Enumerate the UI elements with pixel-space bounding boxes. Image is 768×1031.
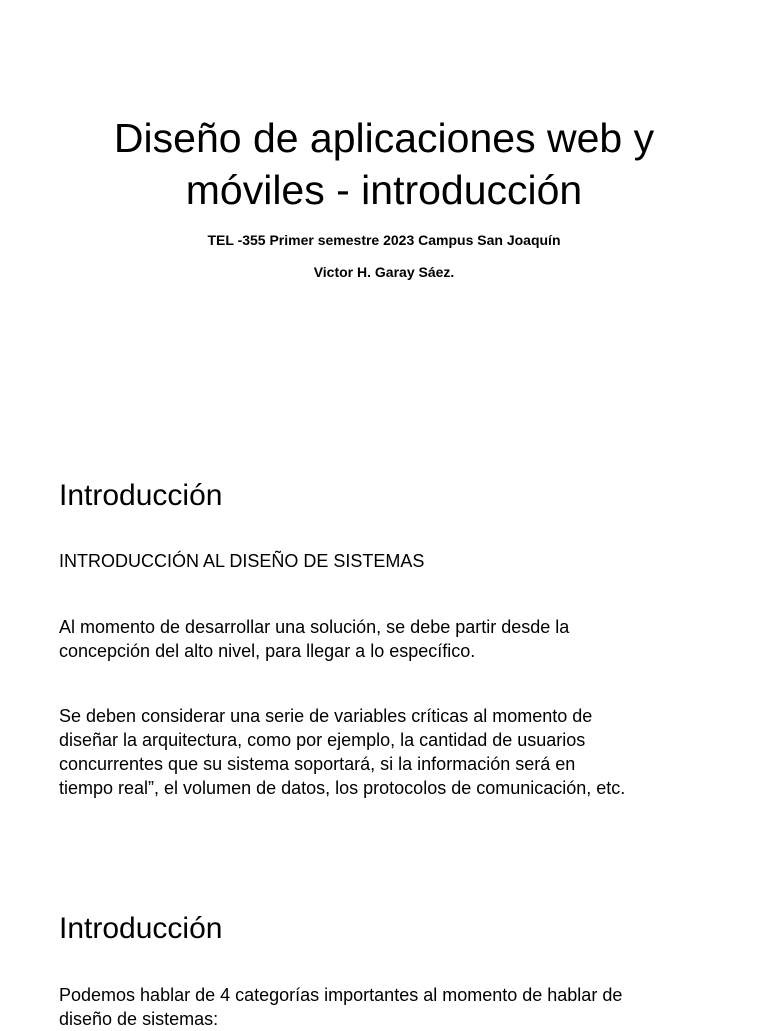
title-slide	[0, 0, 768, 432]
paragraph-2-line-2: diseñar la arquitectura, como por ejemplo, la cantidad de usuarios	[59, 730, 586, 750]
paragraph-1	[59, 615, 729, 663]
presentation-title	[40, 112, 728, 216]
author-name: Victor H. Garay Sáez.	[313, 264, 455, 280]
paragraph-1-line-1: Al momento de desarrollar una solución, se debe partir desde la	[59, 617, 570, 637]
section-subheading: INTRODUCCIÓN AL DISEÑO DE SISTEMAS	[59, 551, 425, 571]
title-line-2: móviles - introducción	[185, 167, 583, 213]
title-line-1: Diseño de aplicaciones web y	[113, 115, 655, 161]
paragraph-3-line-2: diseño de sistemas:	[59, 1009, 219, 1029]
paragraph-2	[59, 704, 729, 800]
paragraph-2-line-3: concurrentes que su sistema soportará, si la información será en	[59, 754, 576, 774]
intro-slide	[0, 432, 768, 864]
course-info: TEL -355 Primer semestre 2023 Campus San Joaquín	[207, 232, 561, 248]
slide-heading-2: Introducción	[59, 912, 223, 945]
paragraph-2-line-4: tiempo real”, el volumen de datos, los protocolos de comunicación, etc.	[59, 778, 626, 798]
paragraph-1-line-2: concepción del alto nivel, para llegar a lo específico.	[59, 641, 476, 661]
paragraph-2-line-1: Se deben considerar una serie de variables críticas al momento de	[59, 706, 593, 726]
slide-heading: Introducción	[59, 479, 223, 512]
paragraph-3-line-1: Podemos hablar de 4 categorías importantes al momento de hablar de	[59, 985, 623, 1005]
intro-slide-2	[0, 864, 768, 1029]
